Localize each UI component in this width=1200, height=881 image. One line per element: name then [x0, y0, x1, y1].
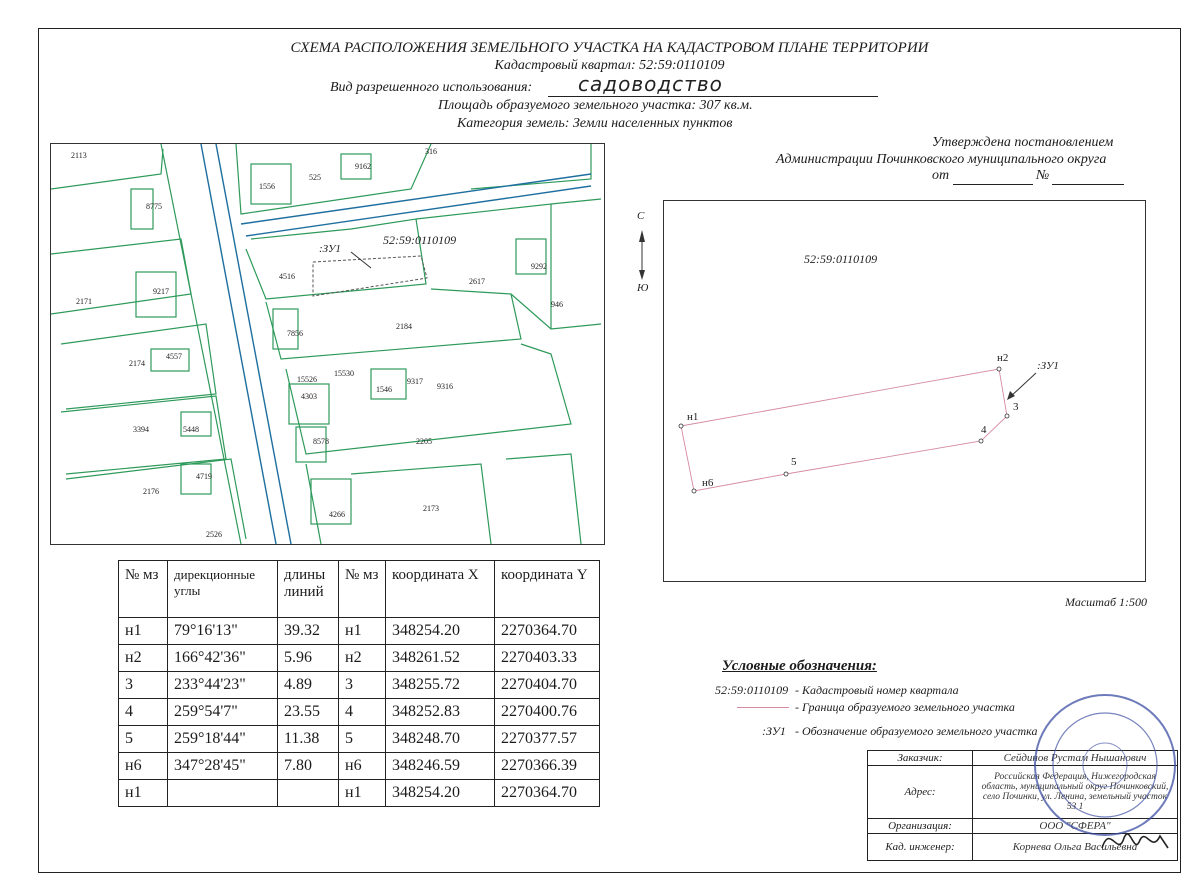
use-underline	[548, 96, 878, 97]
parcel-label: 15526	[297, 375, 317, 384]
approval-num: №	[1036, 168, 1050, 183]
point-cell: н2	[119, 645, 168, 672]
y-cell: 2270366.39	[495, 753, 600, 780]
organization-label: Организация:	[868, 819, 973, 834]
engineer-value: Корнева Ольга Васильевна	[973, 834, 1178, 861]
parcel-label: 5448	[183, 425, 199, 434]
legend-boundary-text: - Граница образуемого земельного участка	[795, 700, 1015, 714]
approval-from: от	[932, 168, 950, 183]
angle-cell	[168, 780, 278, 807]
customer-label: Заказчик:	[868, 751, 973, 766]
parcel-label: 3394	[133, 425, 149, 434]
cadastral-map-svg	[51, 144, 604, 544]
legend-quarter-code: 52:59:0110109	[715, 683, 789, 697]
point-cell: 4	[339, 699, 386, 726]
point-cell: н1	[339, 618, 386, 645]
parcel-label: 9162	[355, 162, 371, 171]
parcel-label: 2113	[71, 151, 87, 160]
coordinates-table	[118, 560, 600, 807]
point-cell: н1	[119, 618, 168, 645]
point-cell: 3	[339, 672, 386, 699]
y-cell: 2270403.33	[495, 645, 600, 672]
approval-num-line	[1052, 184, 1124, 185]
table-row	[119, 753, 600, 780]
parcel-label: 9217	[153, 287, 169, 296]
parcel-label: 7856	[287, 329, 303, 338]
header-cell: № мз	[119, 561, 168, 618]
header-cell: дирекционные углы	[168, 561, 278, 618]
x-cell: 348252.83	[386, 699, 495, 726]
table-header-row	[119, 561, 600, 618]
y-cell: 2270364.70	[495, 618, 600, 645]
table-row	[119, 618, 600, 645]
parcel-label: 9316	[437, 382, 453, 391]
angle-cell: 233°44'23"	[168, 672, 278, 699]
signature-icon	[1100, 818, 1170, 863]
north-arrow	[633, 212, 651, 292]
header-cell: координата Y	[495, 561, 600, 618]
point-label-4: 4	[981, 424, 987, 436]
parcel-label: 525	[309, 173, 321, 182]
parcel-label: 946	[551, 300, 563, 309]
header-cell: длины линий	[278, 561, 339, 618]
point-cell: н2	[339, 645, 386, 672]
use-label: Вид разрешенного использования:	[330, 80, 533, 95]
legend-plot-code: :ЗУ1	[762, 724, 786, 738]
y-cell: 2270404.70	[495, 672, 600, 699]
parcel-label: 2171	[76, 297, 92, 306]
table-row	[119, 645, 600, 672]
x-cell: 348254.20	[386, 780, 495, 807]
parcel-label: 4516	[279, 272, 295, 281]
parcel-label: 4557	[166, 352, 182, 361]
angle-cell: 347°28'45"	[168, 753, 278, 780]
y-cell: 2270377.57	[495, 726, 600, 753]
point-cell: н1	[339, 780, 386, 807]
parcel-label: 2174	[129, 359, 145, 368]
length-cell: 39.32	[278, 618, 339, 645]
length-cell: 23.55	[278, 699, 339, 726]
point-label-n1: н1	[687, 411, 699, 423]
north-label: С	[637, 210, 645, 222]
parcel-label: 4266	[329, 510, 345, 519]
parcel-label: 9317	[407, 377, 423, 386]
length-cell: 5.96	[278, 645, 339, 672]
angle-cell: 79°16'13"	[168, 618, 278, 645]
length-cell	[278, 780, 339, 807]
x-cell: 348261.52	[386, 645, 495, 672]
address-value: Российская Федерация, Нижегородская область, муниципальный округ Починковский, село Починки, ул. Ленина, земельный участок 53 1	[973, 766, 1178, 819]
x-cell: 348248.70	[386, 726, 495, 753]
parcel-label: 316	[425, 147, 437, 156]
parcel-label: 1546	[376, 385, 392, 394]
legend-title: Условные обозначения:	[722, 658, 877, 674]
legend-quarter-text: - Кадастровый номер квартала	[795, 683, 959, 697]
parcel-label: 9292	[531, 262, 547, 271]
point-label-3: 3	[1013, 401, 1019, 413]
length-cell: 4.89	[278, 672, 339, 699]
header-cell: № мз	[339, 561, 386, 618]
engineer-label: Кад. инженер:	[868, 834, 973, 861]
x-cell: 348254.20	[386, 618, 495, 645]
parcel-label: 2184	[396, 322, 412, 331]
table-row	[119, 672, 600, 699]
parcel-label: 2617	[469, 277, 485, 286]
area-line: Площадь образуемого земельного участка: 307 кв.м.	[438, 98, 753, 113]
point-label-n6: н6	[702, 477, 714, 489]
table-row	[119, 780, 600, 807]
address-label: Адрес:	[868, 766, 973, 819]
parcel-label: 4303	[301, 392, 317, 401]
scheme-quarter-label: 52:59:0110109	[804, 252, 878, 266]
south-label: Ю	[637, 282, 649, 294]
plot-scheme-svg	[664, 201, 1145, 581]
map-plot-label: :ЗУ1	[319, 243, 341, 255]
parcel-label: 15530	[334, 369, 354, 378]
x-cell: 348255.72	[386, 672, 495, 699]
customer-value: Сейдинов Рустам Нышанович	[973, 751, 1178, 766]
signature	[1100, 818, 1170, 863]
organization-value: ООО "СФЕРА"	[973, 819, 1178, 834]
approval-line2: Администрации Починковского муниципального округа	[776, 152, 1107, 167]
legend-plot-text: - Обозначение образуемого земельного участка	[795, 724, 1038, 738]
point-cell: 5	[339, 726, 386, 753]
approval-line1: Утверждена постановлением	[932, 135, 1114, 150]
y-cell: 2270400.76	[495, 699, 600, 726]
parcel-label: 2173	[423, 504, 439, 513]
parcel-label: 4719	[196, 472, 212, 481]
plot-scheme	[663, 200, 1146, 582]
parcel-label: 2526	[206, 530, 222, 539]
scale-label: Масштаб 1:500	[1065, 595, 1148, 609]
angle-cell: 166°42'36"	[168, 645, 278, 672]
use-value-handwritten: садоводство	[578, 72, 723, 96]
legend-boundary-swatch	[737, 707, 789, 708]
length-cell: 7.80	[278, 753, 339, 780]
scheme-plot-label: :ЗУ1	[1037, 360, 1059, 372]
parcel-label: 8578	[313, 437, 329, 446]
map-quarter-label: 52:59:0110109	[383, 233, 457, 247]
point-cell: н6	[119, 753, 168, 780]
point-label-n2: н2	[997, 352, 1009, 364]
header-cell: координата X	[386, 561, 495, 618]
parcel-label: 8775	[146, 202, 162, 211]
category-line: Категория земель: Земли населенных пунктов	[457, 116, 733, 131]
x-cell: 348246.59	[386, 753, 495, 780]
table-row	[119, 726, 600, 753]
y-cell: 2270364.70	[495, 780, 600, 807]
point-cell: н6	[339, 753, 386, 780]
angle-cell: 259°18'44"	[168, 726, 278, 753]
angle-cell: 259°54'7"	[168, 699, 278, 726]
quarter-line: Кадастровый квартал: 52:59:0110109	[494, 58, 725, 73]
cadastral-map	[50, 143, 605, 545]
parcel-label: 2176	[143, 487, 159, 496]
parcel-label: 2205	[416, 437, 432, 446]
north-arrow-icon	[633, 212, 651, 292]
length-cell: 11.38	[278, 726, 339, 753]
point-label-5: 5	[791, 456, 797, 468]
point-cell: 4	[119, 699, 168, 726]
document-title: СХЕМА РАСПОЛОЖЕНИЯ ЗЕМЕЛЬНОГО УЧАСТКА НА КАДАСТРОВОМ ПЛАНЕ ТЕРРИТОРИИ	[290, 40, 929, 56]
table-row	[119, 699, 600, 726]
parcel-label: 1556	[259, 182, 275, 191]
point-cell: н1	[119, 780, 168, 807]
point-cell: 3	[119, 672, 168, 699]
approval-date-line	[953, 184, 1033, 185]
point-cell: 5	[119, 726, 168, 753]
